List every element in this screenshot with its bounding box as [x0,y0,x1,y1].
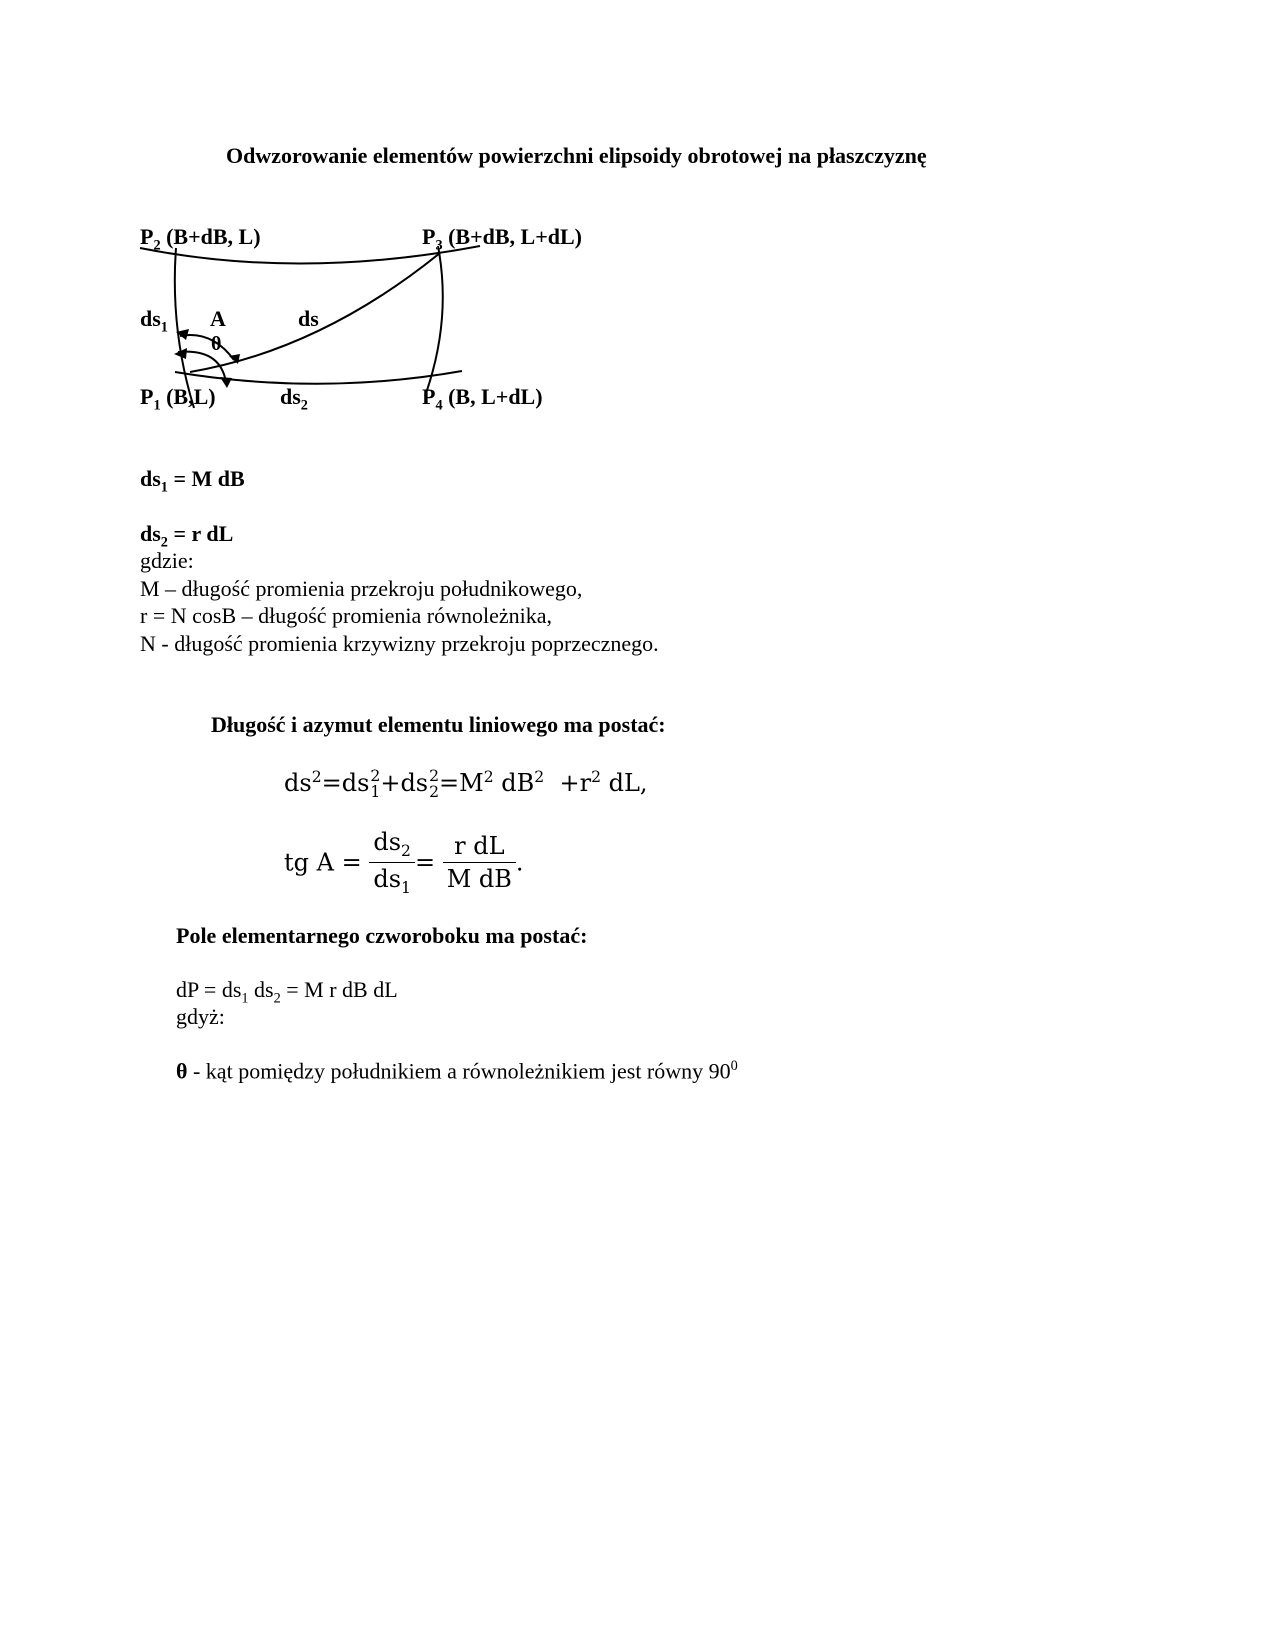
ds-label: ds [298,306,319,331]
bottom-parallel-line [175,371,462,384]
ds1-label [140,306,168,336]
eq1-sup: 2 [591,768,601,786]
eq2-fraction-2 [443,832,516,893]
final-text: - kąt pomiędzy południkiem a równoleżnikiem jest równy 90 [187,1058,731,1084]
point-p2-sub: 2 [153,237,161,254]
ds2-label [280,384,308,414]
point-p3-name: P [422,224,436,249]
definition-line: r = N cosB – długość promienia równoleżnika, [140,603,552,628]
eq2-end: . [515,848,524,877]
formula-ds2-rhs: = r dL [167,521,234,546]
formula-ds1-lhs: ds [140,466,161,491]
arrowhead-theta-right [220,377,232,388]
eq1-term: =ds [321,769,370,797]
eq1-sup: 2 [429,766,440,785]
area-term: = M r dB dL [280,977,398,1002]
point-p3-label [422,224,582,254]
point-p2-label [140,224,261,254]
area-sub: 2 [273,990,281,1007]
definition-line: N - długość promienia krzywizny przekroju poprzecznego. [140,631,659,656]
definition-line: M – długość promienia przekroju południkowego, [140,576,583,601]
point-p4-sub: 4 [435,397,443,414]
area-term: ds [248,977,274,1002]
formula-ds2-lhs: ds [140,521,161,546]
eq1-sup: 2 [311,768,322,786]
eq1-sup: 2 [534,768,545,786]
section-heading-length-azimuth: Długość i azymut elementu liniowego ma postać: [211,712,666,737]
final-statement [176,1058,738,1084]
eq2-fraction-1 [369,828,415,897]
eq1-sub: 2 [429,782,440,801]
eq1-term: +ds [380,769,429,797]
because-label: gdyż: [176,1004,225,1029]
eq1-supsub [370,766,381,801]
eq2-denominator-2: M dB [446,864,512,893]
ds1-label-name: ds [140,306,161,331]
formula-ds2-sub: 2 [160,534,168,551]
eq2-equals: = [414,848,436,877]
eq2-numerator-2: r dL [443,832,516,863]
point-p1-name: P [140,384,154,409]
angle-a-label: A [210,306,226,331]
eq1-term: dB [493,769,535,797]
eq1-sub: 1 [370,782,381,801]
eq1-term: =M [439,769,484,797]
formula-ds1-rhs: = M dB [167,466,245,491]
point-p2-name: P [140,224,154,249]
ds2-label-sub: 2 [300,397,308,414]
angle-theta-label: θ [211,333,222,355]
right-meridian-line [425,246,443,396]
point-p2-coords: (B+dB, L) [160,224,261,249]
formula-ds1 [140,466,245,496]
eq2-den1-text: ds [373,864,402,893]
page-title: Odwzorowanie elementów powierzchni elipsoidy obrotowej na płaszczyznę [226,143,927,168]
formula-ds1-sub: 1 [160,479,168,496]
area-sub: 1 [241,990,249,1007]
point-p3-sub: 3 [435,237,443,254]
eq1-term: dL, [600,769,648,797]
point-p1-coords: (B,L) [160,384,216,409]
ds1-label-sub: 1 [160,319,168,336]
equation-azimuth [284,828,524,897]
area-term: dP = ds [176,977,242,1002]
eq2-num1-sub: 2 [401,841,411,860]
equation-line-element [284,768,648,800]
eq2-denominator-1 [369,863,415,897]
eq1-sup: 2 [370,766,381,785]
eq2-numerator-1 [369,828,415,863]
ds2-label-name: ds [280,384,301,409]
point-p3-coords: (B+dB, L+dL) [442,224,582,249]
eq1-sup: 2 [483,768,494,786]
theta-symbol: θ [176,1058,188,1084]
point-p4-label [422,384,543,414]
definitions-intro: gdzie: [140,548,194,573]
point-p4-name: P [422,384,436,409]
eq1-term: ds [284,769,312,797]
eq2-den1-sub: 1 [401,878,411,897]
formula-ds2 [140,521,233,551]
eq1-term: +r [544,769,592,797]
point-p1-label [140,384,216,414]
degree-sup: 0 [730,1058,738,1074]
eq2-lhs: tg A = [284,848,362,877]
section-heading-area: Pole elementarnego czworoboku ma postać: [176,923,588,948]
formula-area [176,977,398,1007]
eq2-num1-text: ds [373,828,402,856]
eq1-supsub [429,766,440,801]
point-p4-coords: (B, L+dL) [442,384,543,409]
point-p1-sub: 1 [153,397,161,414]
